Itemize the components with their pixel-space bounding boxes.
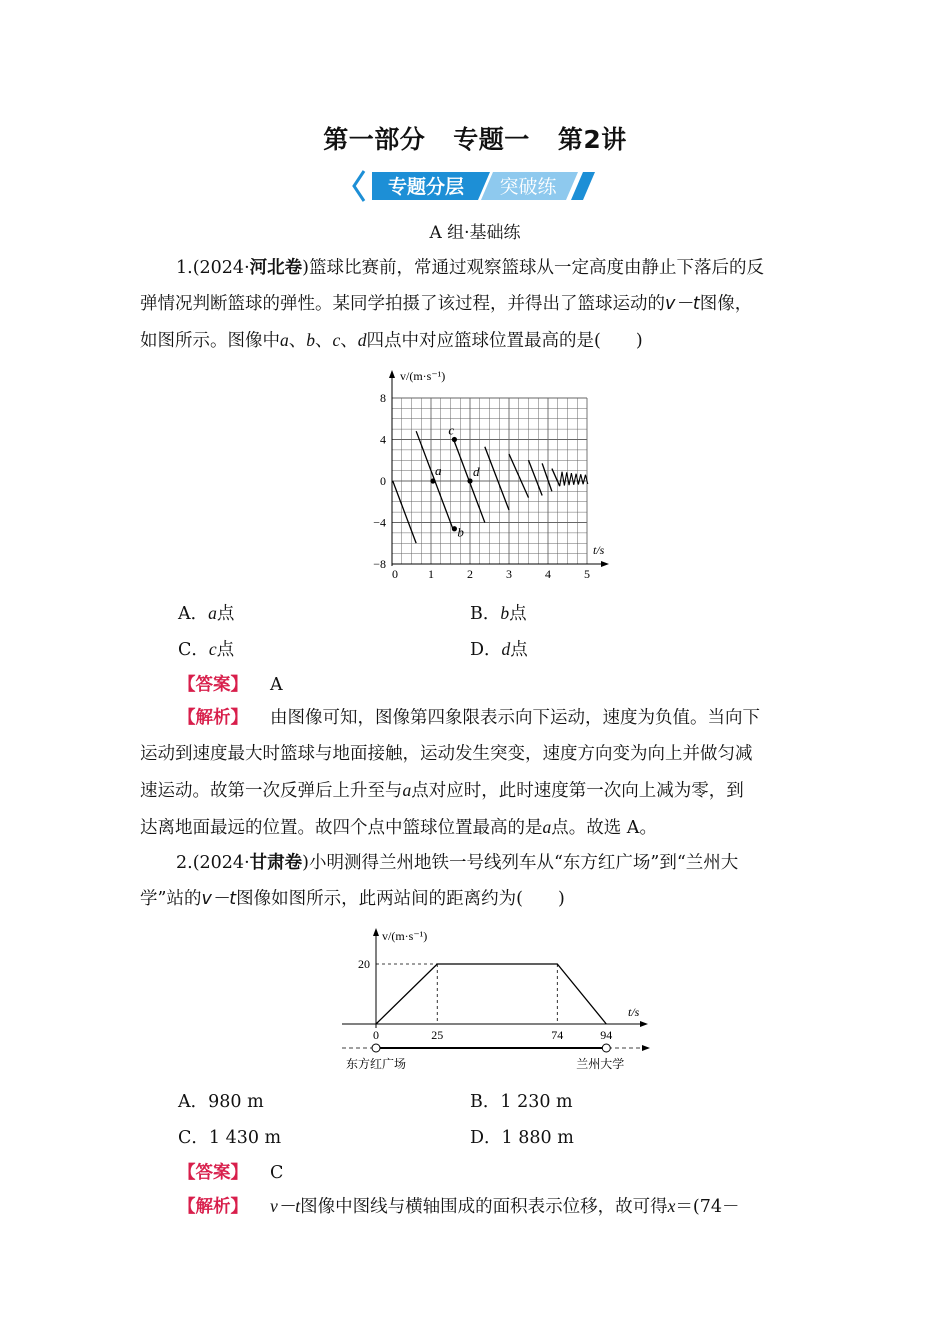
series-segment bbox=[485, 447, 509, 510]
q1-line-1: 1.(2024·河北卷)篮球比赛前，常通过观察篮球从一定高度由静止下落后的反 bbox=[176, 258, 764, 278]
y-tick-label: 4 bbox=[380, 432, 386, 447]
q1-option-b[interactable]: B．b点 bbox=[470, 603, 527, 624]
series-segment bbox=[552, 469, 560, 487]
q1-line-3: 如图所示。图像中a、b、c、d四点中对应篮球位置最高的是( ) bbox=[140, 330, 643, 351]
y-tick-label: 0 bbox=[380, 474, 386, 488]
series-tail bbox=[560, 472, 588, 487]
answer-tag: 【答案】 bbox=[178, 675, 248, 695]
question-2-stem bbox=[140, 845, 816, 917]
title-topic: 专题一 bbox=[453, 125, 530, 154]
q1-option-c[interactable]: C．c点 bbox=[178, 639, 235, 660]
q1-chart-series bbox=[393, 431, 588, 543]
q2-option-b[interactable]: B．1 230 m bbox=[470, 1092, 573, 1112]
title-part: 第一部分 bbox=[323, 125, 426, 154]
x-tick-label: 74 bbox=[551, 1028, 564, 1042]
x-tick-label: 5 bbox=[584, 567, 590, 578]
q2-option-d[interactable]: D．1 880 m bbox=[470, 1128, 574, 1148]
q1-chart-tick-labels bbox=[373, 391, 590, 578]
y-tick-label: 8 bbox=[380, 391, 386, 405]
y-axis-label: v/(m·s⁻¹) bbox=[400, 369, 446, 383]
point-label-b: b bbox=[457, 524, 464, 540]
q1-vt-chart bbox=[360, 366, 620, 578]
q2-line-2: 学”站的v－t图像如图所示，此两站间的距离约为( ) bbox=[140, 889, 565, 909]
title-lesson: 第2讲 bbox=[557, 125, 627, 154]
q1-answer bbox=[178, 671, 283, 696]
x-tick-label: 0 bbox=[373, 1028, 379, 1042]
q2-chart-group bbox=[342, 928, 650, 1071]
point-label-a: a bbox=[434, 463, 442, 478]
x-tick-label: 1 bbox=[428, 567, 434, 578]
y-axis-arrow bbox=[389, 370, 395, 378]
q2-option-a[interactable]: A．980 m bbox=[178, 1092, 264, 1112]
point-label-c: c bbox=[448, 422, 455, 438]
speed-line bbox=[376, 964, 606, 1024]
banner-right-text: 突破练 bbox=[499, 176, 557, 198]
x-tick-label: 2 bbox=[467, 567, 473, 578]
x-axis-arrow bbox=[640, 1021, 648, 1027]
q2-vt-chart bbox=[338, 924, 660, 1074]
x-axis-arrow bbox=[601, 561, 609, 567]
x-tick-label: 94 bbox=[600, 1028, 613, 1042]
analysis-tag: 【解析】 bbox=[178, 1197, 248, 1217]
track-arrow bbox=[642, 1045, 650, 1051]
series-segment bbox=[542, 463, 552, 491]
page-title bbox=[0, 120, 950, 156]
q1-line-2: 弹情况判断篮球的弹性。某同学拍摄了该过程，并得出了篮球运动的v－t图像， bbox=[140, 294, 753, 314]
series-segment bbox=[529, 460, 543, 495]
q2-option-c[interactable]: C．1 430 m bbox=[178, 1128, 282, 1148]
q2-analysis: 【解析】 v－t图像中图线与横轴围成的面积表示位移，故可得x＝(74－ bbox=[178, 1196, 740, 1217]
q2-source: 甘肃卷 bbox=[249, 853, 303, 873]
q2-line-1: 2.(2024·甘肃卷)小明测得兰州地铁一号线列车从“东方红广场”到“兰州大 bbox=[176, 853, 739, 873]
q1-option-a[interactable]: A．a点 bbox=[178, 603, 235, 624]
point-b bbox=[452, 526, 457, 531]
x-axis-label: t/s bbox=[593, 543, 605, 557]
x-tick-label: 4 bbox=[545, 567, 551, 578]
x-tick-label: 3 bbox=[506, 567, 512, 578]
y-axis-arrow bbox=[373, 928, 379, 936]
banner-left-text: 专题分层 bbox=[387, 176, 465, 198]
point-a bbox=[430, 478, 435, 483]
y-tick-label: 20 bbox=[358, 957, 370, 971]
x-tick-label: 25 bbox=[431, 1028, 444, 1042]
section-banner bbox=[350, 168, 600, 204]
y-tick-label: −8 bbox=[373, 557, 386, 571]
station-marker bbox=[602, 1044, 610, 1052]
q2-answer-value: C bbox=[270, 1163, 284, 1183]
q1-source: 河北卷 bbox=[249, 258, 303, 278]
point-d bbox=[467, 478, 472, 483]
y-axis-label: v/(m·s⁻¹) bbox=[382, 929, 428, 943]
station-label-end: 兰州大学 bbox=[576, 1057, 625, 1071]
banner-left-chevron bbox=[354, 171, 364, 201]
q1-option-d[interactable]: D．d点 bbox=[470, 639, 528, 660]
point-label-d: d bbox=[473, 464, 480, 479]
q2-answer bbox=[178, 1159, 283, 1184]
analysis-tag: 【解析】 bbox=[178, 708, 248, 728]
q1-answer-value: A bbox=[270, 675, 283, 695]
q1-analysis: 【解析】 由图像可知，图像第四象限表示向下运动，速度为负值。当向下 运动到速度最大时篮球与地面接触，运动发生突变，速度方向变为向上并做匀减 速运动。故第一次反弹后上升至与a点对应时，此时速度第一次向上减为零，到 达离地面最远的位置。故四个点中篮球位置最高的是a点。故选 A。 bbox=[140, 708, 760, 838]
station-marker bbox=[372, 1044, 380, 1052]
group-title: A 组·基础练 bbox=[429, 223, 521, 243]
x-axis-label: t/s bbox=[628, 1005, 640, 1019]
station-label-start: 东方红广场 bbox=[345, 1057, 407, 1071]
answer-tag: 【答案】 bbox=[178, 1163, 248, 1183]
x-tick-label: 0 bbox=[392, 567, 398, 578]
question-1-stem bbox=[140, 250, 816, 359]
y-tick-label: −4 bbox=[373, 515, 386, 530]
point-c bbox=[452, 437, 457, 442]
